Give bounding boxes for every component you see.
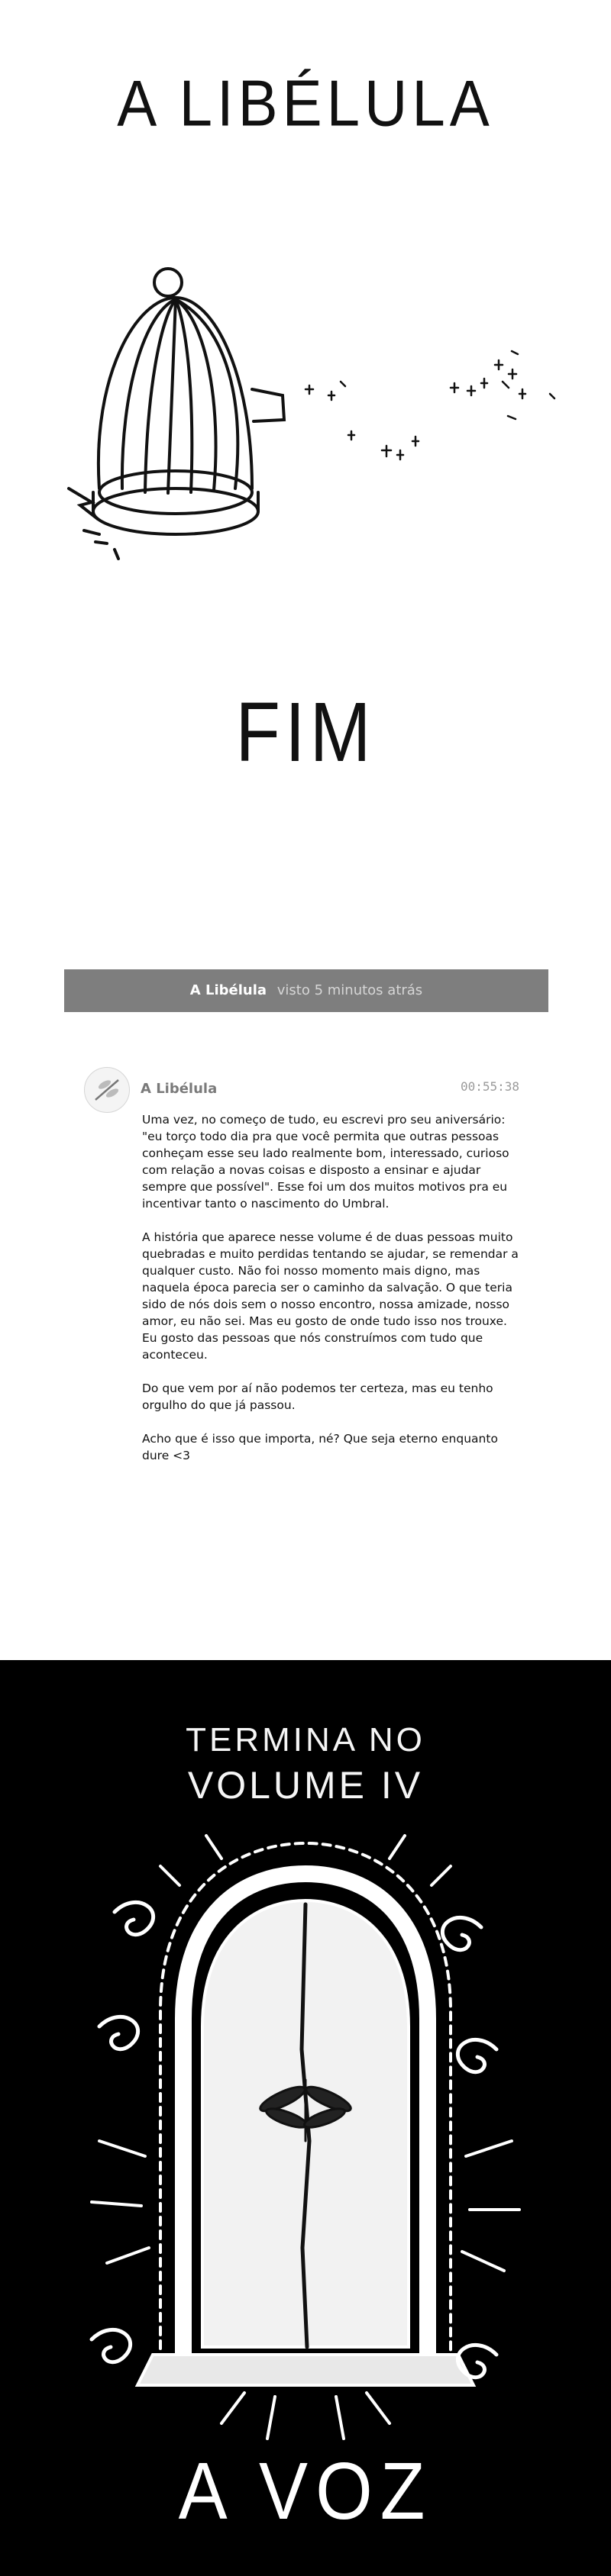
chat-header-name: A Libélula [189,982,267,998]
message-sender: A Libélula [141,1081,218,1097]
message-paragraph: A história que aparece nesse volume é de duas pessoas muito quebradas e muito perdidas tentando se ajudar, se remendar a qualquer custo. Não foi nosso momento mais digno, mas naquela época parecia ser o caminho da salvação. O que teria sido de nós dois sem o nosso encontro, nossa amizade, nosso amor, eu não sei. Mas eu gosto de onde tudo isso nos trouxe. Eu gosto das pessoas que nós construímos com tudo que aconteceu. [142,1230,519,1362]
message-paragraph: Do que vem por aí não podemos ter certeza, mas eu tenho orgulho do que já passou. [142,1381,493,1412]
message-text [142,1111,524,1481]
dragonfly-avatar-icon [84,1067,130,1113]
open-birdcage-illustration [61,260,565,565]
chat-panel [64,969,548,1462]
message-time: 00:55:38 [460,1079,519,1094]
ornate-door-illustration [69,1820,542,2446]
chat-header-status: visto 5 minutos atrás [276,982,423,998]
end-word: FIM [235,685,376,779]
ending-line-1: TERMINA NO [186,1721,425,1759]
ending-line-2: VOLUME IV [187,1764,424,1807]
message-paragraph: Uma vez, no começo de tudo, eu escrevi pro seu aniversário: "eu torço todo dia pra que você permita que outras pessoas conheçam esse seu lado realmente bom, interessado, curioso com relação a novas coisas e disposto a ensinar e ajudar sempre que possível". Esse foi um dos muitos motivos pra eu incentivar tanto o nascimento do Umbral. [142,1113,509,1211]
ending-panel [0,1660,611,2576]
message-paragraph: Acho que é isso que importa, né? Que seja eterno enquanto dure <3 [142,1432,498,1462]
chat-header [64,969,548,1012]
ending-title: A VOZ [178,2446,433,2537]
comic-title: A LIBÉLULA [117,66,494,140]
chat-message [64,1012,548,1462]
